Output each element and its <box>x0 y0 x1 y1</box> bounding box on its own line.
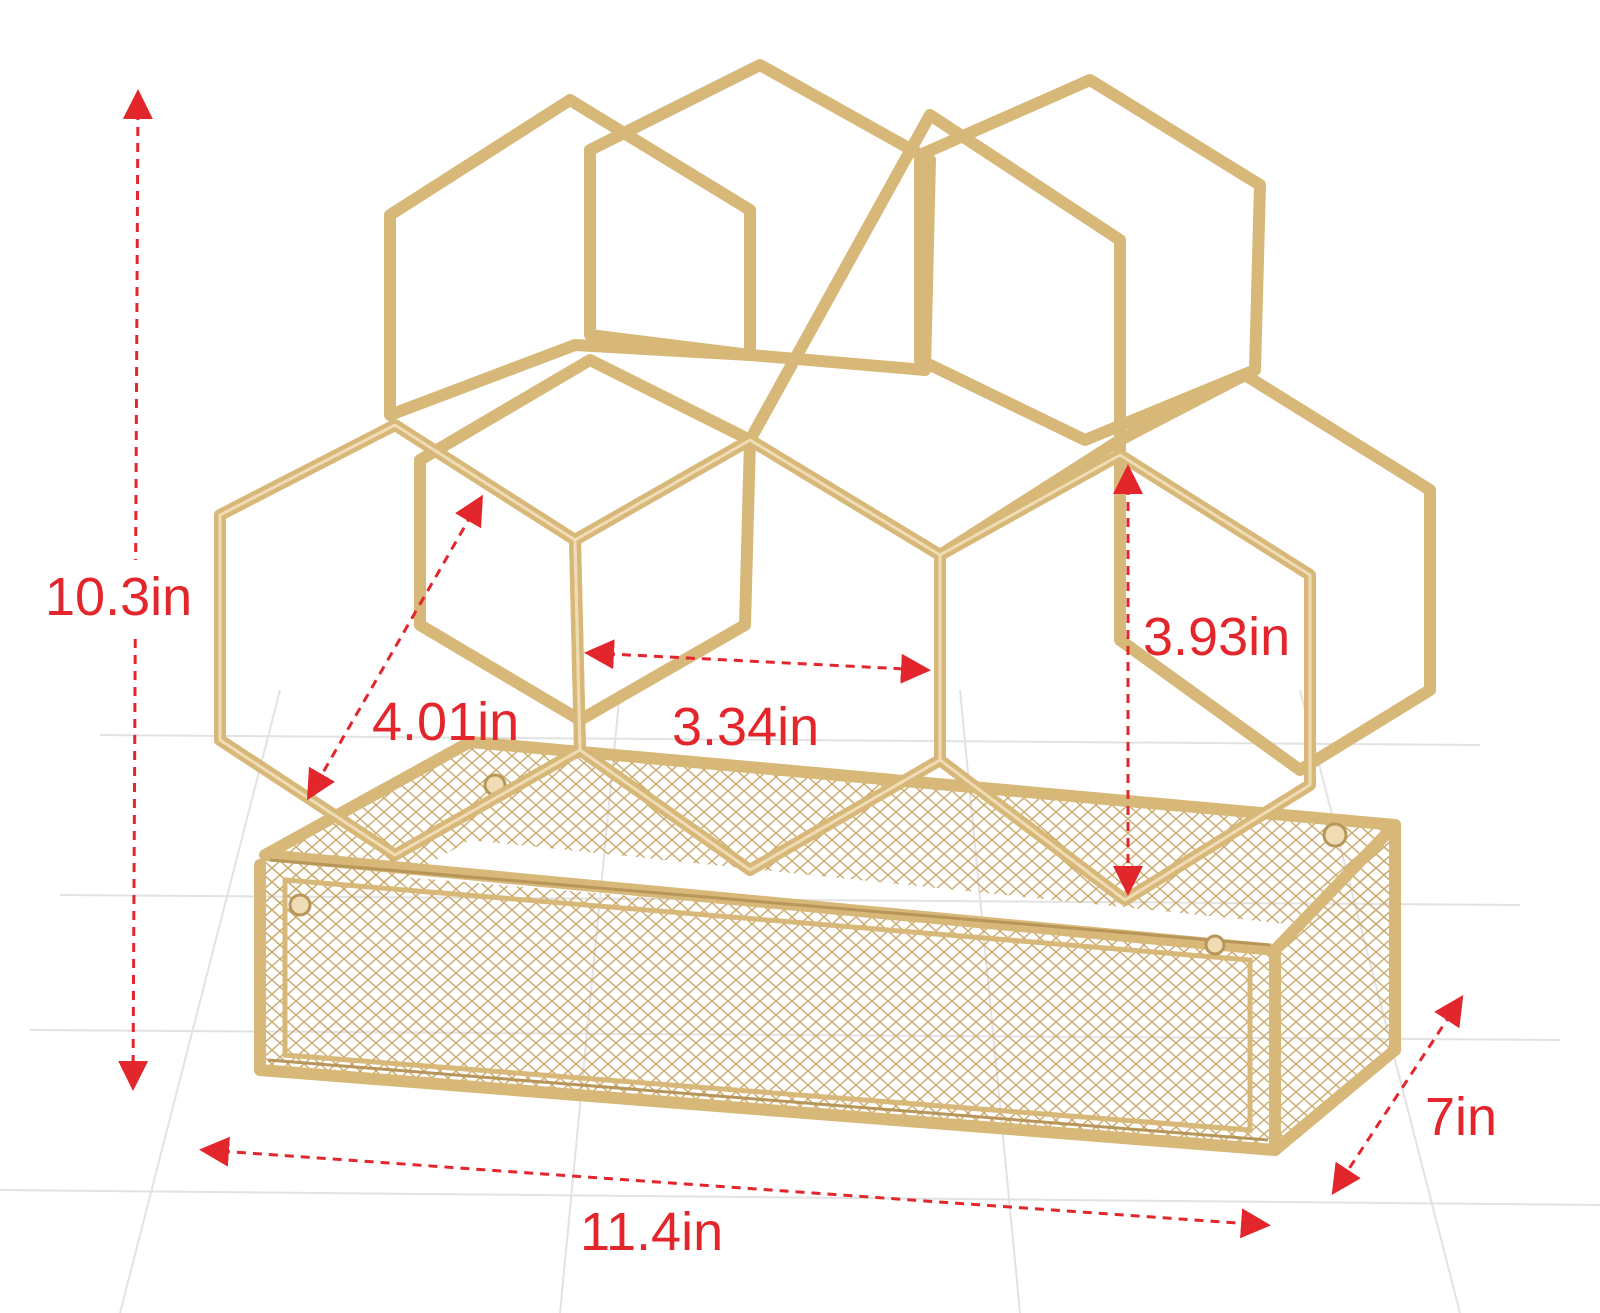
basket <box>260 742 1395 1150</box>
width-label: 11.4in <box>580 1202 724 1262</box>
hex-cell <box>1120 375 1430 770</box>
depth-label: 7in <box>1425 1087 1498 1147</box>
width-arrow <box>205 1150 1265 1225</box>
hex-cell <box>920 80 1260 440</box>
bolt-icon <box>1324 824 1346 846</box>
height-label: 10.3in <box>45 567 193 627</box>
hex-diagonal-label: 4.01in <box>372 692 520 752</box>
hex-height-label: 3.93in <box>1143 607 1291 667</box>
hex-width-label: 3.34in <box>672 697 820 757</box>
hex-width-arrow <box>590 653 925 670</box>
bolt-icon <box>1206 936 1224 954</box>
bolt-icon <box>290 895 310 915</box>
